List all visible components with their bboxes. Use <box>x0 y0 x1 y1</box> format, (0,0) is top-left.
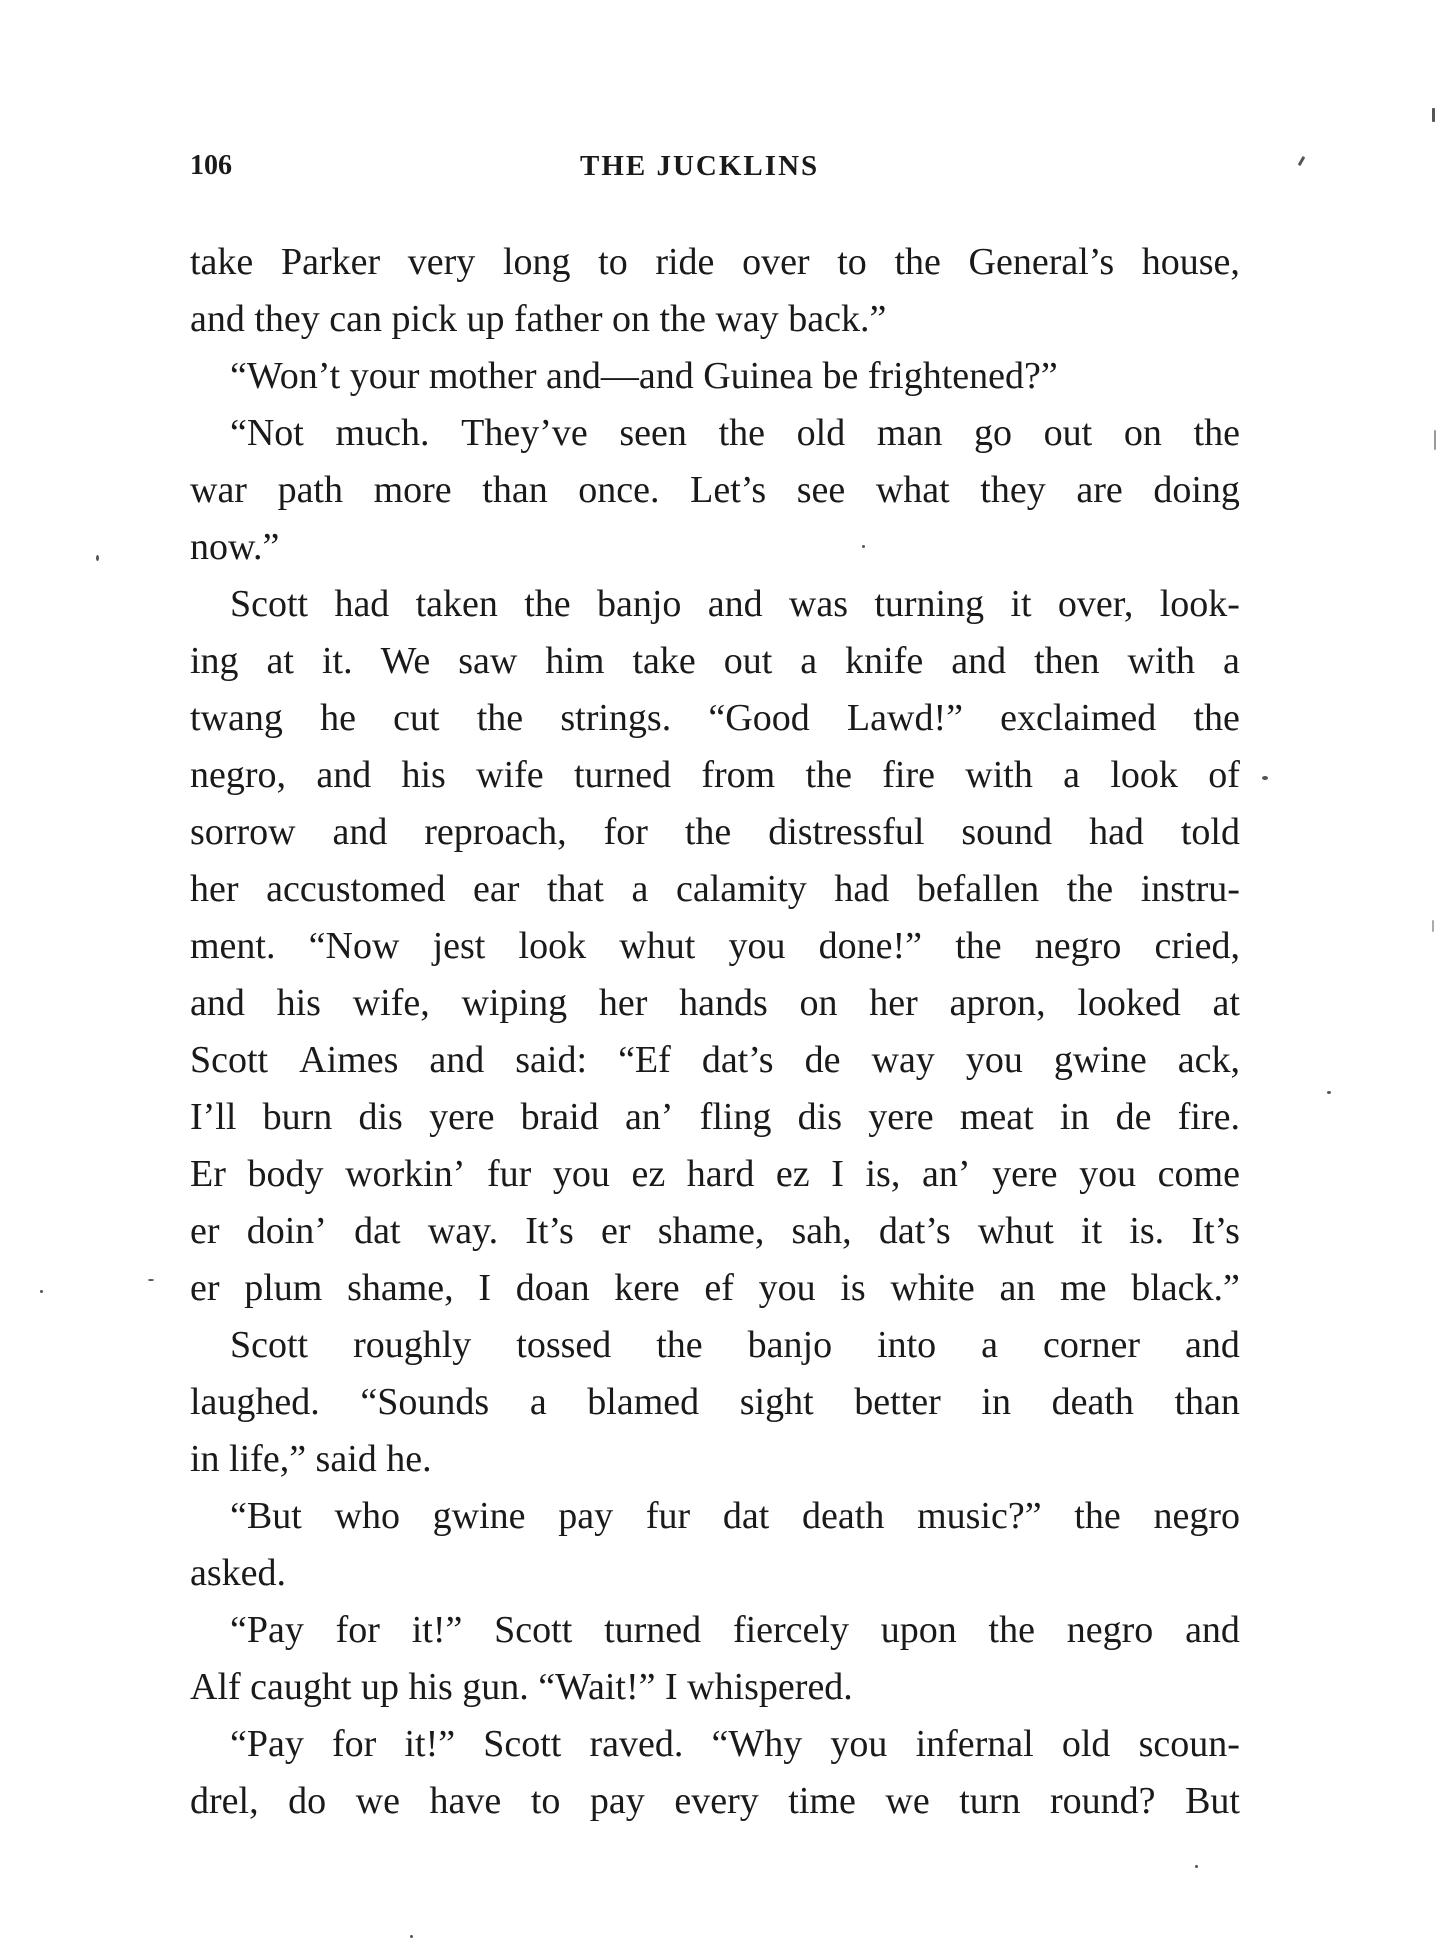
text-line: drel, do we have to pay every time we turn round? But <box>190 1780 1240 1822</box>
text-line: negro, and his wife turned from the fire with a look of <box>190 754 1240 796</box>
text-line: er plum shame, I doan kere ef you is white an me black.” <box>190 1267 1240 1309</box>
text-line: sorrow and reproach, for the distressful sound had told <box>190 811 1240 853</box>
scan-speck <box>410 1935 413 1938</box>
scan-speck <box>1432 108 1435 122</box>
scan-speck <box>1195 1865 1198 1868</box>
text-line: her accustomed ear that a calamity had befallen the instru- <box>190 868 1240 910</box>
text-line: er doin’ dat way. It’s er shame, sah, dat’s whut it is. It’s <box>190 1210 1240 1252</box>
text-line: war path more than once. Let’s see what they are doing <box>190 469 1240 511</box>
body-text <box>190 234 1240 1830</box>
text-line: laughed. “Sounds a blamed sight better in death than <box>190 1381 1240 1423</box>
scan-speck <box>1327 1091 1331 1094</box>
scan-speck <box>148 1279 154 1281</box>
scan-speck <box>1434 430 1436 450</box>
page-number: 106 <box>190 150 232 181</box>
text-line: Scott roughly tossed the banjo into a corner and <box>230 1324 1240 1366</box>
text-line: “Pay for it!” Scott raved. “Why you infernal old scoun- <box>230 1723 1240 1765</box>
text-line: “Won’t your mother and—and Guinea be frightened?” <box>230 355 1058 397</box>
text-line: asked. <box>190 1552 287 1594</box>
text-line: and his wife, wiping her hands on her apron, looked at <box>190 982 1240 1024</box>
scan-speck <box>1262 776 1268 780</box>
scan-speck <box>40 1290 43 1293</box>
text-line: twang he cut the strings. “Good Lawd!” exclaimed the <box>190 697 1240 739</box>
text-line: ment. “Now jest look whut you done!” the negro cried, <box>190 925 1240 967</box>
text-line: now.” <box>190 526 280 568</box>
text-line: and they can pick up father on the way back.” <box>190 298 887 340</box>
scan-speck <box>1298 156 1306 166</box>
scan-speck <box>96 555 99 561</box>
scan-speck <box>1432 920 1434 932</box>
running-title: THE JUCKLINS <box>580 150 820 182</box>
text-line: “Not much. They’ve seen the old man go out on the <box>230 412 1240 454</box>
text-line: ing at it. We saw him take out a knife and then with a <box>190 640 1240 682</box>
text-line: take Parker very long to ride over to the General’s house, <box>190 241 1240 283</box>
running-header <box>190 150 1240 190</box>
text-line: I’ll burn dis yere braid an’ fling dis yere meat in de fire. <box>190 1096 1240 1138</box>
scan-speck <box>862 545 865 548</box>
text-line: “Pay for it!” Scott turned fiercely upon the negro and <box>230 1609 1240 1651</box>
text-line: Scott Aimes and said: “Ef dat’s de way you gwine ack, <box>190 1039 1240 1081</box>
text-line: Er body workin’ fur you ez hard ez I is, an’ yere you come <box>190 1153 1240 1195</box>
text-line: in life,” said he. <box>190 1438 432 1480</box>
text-line: Scott had taken the banjo and was turning it over, look- <box>230 583 1240 625</box>
text-line: Alf caught up his gun. “Wait!” I whispered. <box>190 1666 853 1708</box>
text-line: “But who gwine pay fur dat death music?” the negro <box>230 1495 1240 1537</box>
